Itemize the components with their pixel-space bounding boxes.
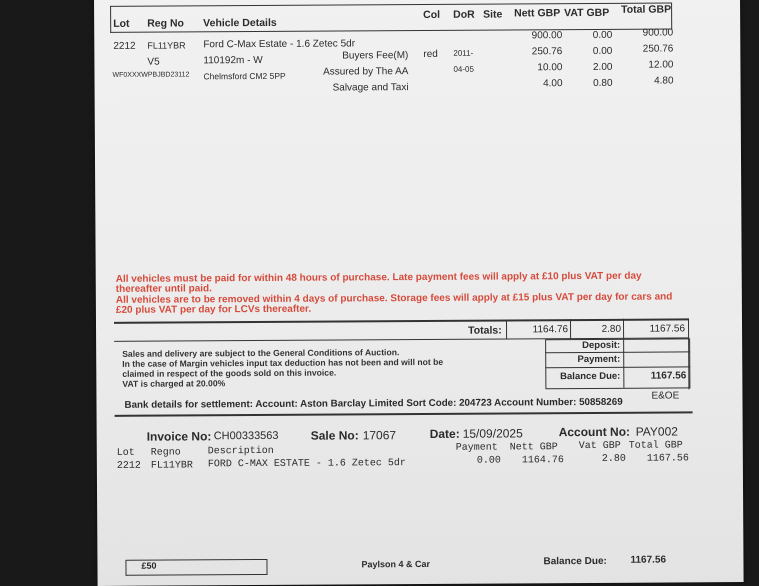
line-nett-3: 4.00 bbox=[515, 78, 563, 89]
remit-lot: 2212 bbox=[117, 461, 141, 472]
line-total-0: 900.00 bbox=[624, 27, 673, 38]
deposit-label: Deposit: bbox=[547, 340, 620, 351]
remit-vat: 2.80 bbox=[579, 454, 626, 465]
remit-description: FORD C-MAX ESTATE - 1.6 Zetec 5dr bbox=[208, 458, 406, 470]
totals-total: 1167.56 bbox=[625, 323, 685, 334]
charge-label-3: Salvage and Taxi bbox=[315, 82, 409, 94]
line-vat-2: 2.00 bbox=[574, 62, 612, 73]
payment-notice: All vehicles must be paid for within 48 hours of purchase. Late payment fees will apply at £10 plus VAT per day thereafter until paid. bbox=[116, 271, 676, 294]
v5-label: V5 bbox=[147, 57, 159, 68]
footer-left: £50 bbox=[141, 561, 156, 571]
remit-regno: FL11YBR bbox=[151, 460, 193, 471]
bank-rule bbox=[115, 411, 693, 417]
footer-middle: Paylson 4 & Car bbox=[361, 559, 430, 569]
removal-notice: All vehicles are to be removed within 4 days of purchase. Storage fees will apply at £15 plus VAT per day for cars and £20 plus VAT per day for LCVs thereafter. bbox=[116, 292, 676, 315]
eoe-mark: E&OE bbox=[651, 390, 679, 401]
header-site: Site bbox=[483, 9, 502, 21]
header-vehicle-details: Vehicle Details bbox=[203, 17, 277, 29]
line-nett-0: 900.00 bbox=[514, 30, 562, 41]
header-nett-gbp: Nett GBP bbox=[514, 7, 560, 19]
header-vat-gbp: VAT GBP bbox=[564, 7, 609, 19]
remit-nett: 1164.76 bbox=[510, 455, 564, 466]
date-label: Date: bbox=[430, 427, 460, 441]
registration-date-year: 2011- bbox=[453, 49, 473, 58]
payment-label: Payment: bbox=[547, 354, 620, 365]
balance-due-value: 1167.56 bbox=[626, 370, 686, 381]
totals-nett: 1164.76 bbox=[508, 324, 568, 335]
line-nett-2: 10.00 bbox=[514, 62, 562, 73]
header-col: Col bbox=[423, 9, 440, 21]
charge-label-1: Buyers Fee(M) bbox=[314, 50, 408, 62]
line-vat-1: 0.00 bbox=[574, 46, 612, 57]
vehicle-mileage: 110192m - W bbox=[203, 55, 262, 66]
invoice-number-value: CH00333563 bbox=[214, 430, 279, 442]
vin-number: WF0XXXWPBJBD23112 bbox=[112, 71, 189, 78]
footer-balance-value: 1167.56 bbox=[630, 555, 666, 566]
vehicle-location: Chelmsford CM2 5PP bbox=[203, 71, 285, 82]
header-reg-no: Reg No bbox=[147, 17, 184, 29]
remit-header-payment: Payment bbox=[456, 443, 498, 454]
remit-header-description: Description bbox=[208, 446, 274, 457]
totals-vat: 2.80 bbox=[572, 324, 621, 335]
line-total-2: 12.00 bbox=[624, 59, 673, 70]
footer-balance-label: Balance Due: bbox=[543, 556, 606, 567]
terms-line-1: Sales and delivery are subject to the General Conditions of Auction. bbox=[122, 347, 399, 359]
balance-box-divider bbox=[623, 339, 625, 388]
remit-header-total: Total GBP bbox=[629, 440, 683, 451]
remit-total: 1167.56 bbox=[629, 453, 689, 464]
terms-line-4: VAT is charged at 20.00% bbox=[122, 378, 225, 389]
date-value: 15/09/2025 bbox=[463, 426, 523, 440]
line-total-1: 250.76 bbox=[624, 43, 673, 54]
line-vat-0: 0.00 bbox=[574, 30, 612, 41]
header-right-rule bbox=[671, 2, 673, 29]
terms-line-3: claimed in respect of the goods sold on this invoice. bbox=[122, 368, 336, 379]
registration-date-day: 04-05 bbox=[453, 65, 474, 74]
header-total-gbp: Total GBP bbox=[621, 3, 671, 15]
account-number-label: Account No: bbox=[559, 425, 630, 439]
balance-due-label: Balance Due: bbox=[547, 371, 620, 382]
line-total-3: 4.80 bbox=[624, 75, 673, 86]
terms-line-2: In the case of Margin vehicles input tax deduction has not been and will not be bbox=[122, 357, 443, 369]
remit-header-vat: Vat GBP bbox=[579, 441, 621, 452]
reg-number: FL11YBR bbox=[147, 40, 185, 50]
totals-label: Totals: bbox=[468, 325, 502, 337]
sale-number-label: Sale No: bbox=[311, 428, 359, 442]
invoice-number-label: Invoice No: bbox=[147, 429, 212, 443]
bank-details: Bank details for settlement: Account: Aston Barclay Limited Sort Code: 204723 Account Number: 50858269 bbox=[124, 397, 622, 411]
lot-number: 2212 bbox=[113, 41, 135, 52]
line-vat-3: 0.80 bbox=[575, 78, 613, 89]
header-left-rule bbox=[110, 6, 112, 33]
vehicle-description: Ford C-Max Estate - 1.6 Zetec 5dr bbox=[203, 38, 355, 50]
remit-header-nett: Nett GBP bbox=[510, 442, 558, 453]
remit-payment: 0.00 bbox=[456, 456, 501, 467]
vehicle-colour: red bbox=[423, 49, 438, 60]
charge-label-2: Assured by The AA bbox=[314, 66, 408, 78]
header-dor: DoR bbox=[453, 9, 475, 21]
sale-number-value: 17067 bbox=[363, 428, 396, 442]
invoice-paper bbox=[94, 0, 744, 586]
header-lot: Lot bbox=[113, 18, 129, 30]
account-number-value: PAY002 bbox=[636, 424, 678, 438]
line-nett-1: 250.76 bbox=[514, 46, 562, 57]
remit-header-lot: Lot bbox=[117, 448, 135, 459]
remit-header-regno: Regno bbox=[151, 447, 181, 458]
